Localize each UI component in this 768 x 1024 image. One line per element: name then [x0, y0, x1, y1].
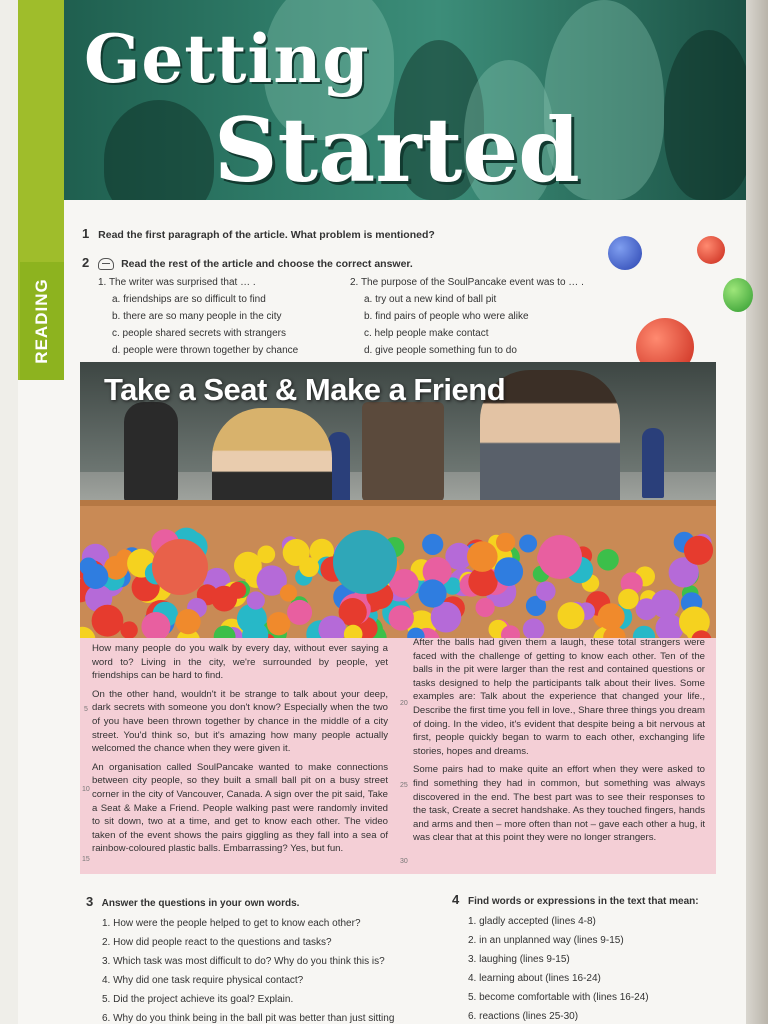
section-label-text: READING	[32, 278, 51, 364]
audio-icon[interactable]	[98, 258, 114, 270]
red-ball-decoration	[697, 236, 725, 264]
page-edge	[746, 0, 768, 1024]
article-left-column	[92, 642, 388, 861]
pit-ball	[618, 589, 639, 610]
question-3	[86, 894, 426, 1024]
title-line-1: Getting	[84, 20, 370, 98]
question-number: 2	[82, 255, 90, 270]
pit-ball	[287, 600, 312, 625]
mc-option: a. try out a new kind of ball pit	[364, 294, 497, 305]
pit-ball	[597, 549, 619, 571]
green-ball-decoration	[723, 278, 753, 312]
large-question-ball	[333, 530, 397, 594]
article-paragraph: How many people do you walk by every day, without ever saying a word to? Living in the city, we're surrounded by people, yet friendships can be hard to find.	[92, 643, 388, 682]
mc-option: a. friendships are so difficult to find	[112, 294, 266, 305]
article-paragraph: Some pairs had to make quite an effort when they were asked to find something they had in common, but something was always discovered in the end. The best part was to see their responses to the task, Create a secret handshake. As they touched fingers, hands and arms and then – more often than not – gave each other a hug, it was clear that at this point they were no longer strangers.	[413, 764, 705, 844]
article-title: Take a Seat & Make a Friend	[104, 372, 506, 407]
pit-ball	[257, 546, 275, 564]
mc-item-1	[98, 274, 298, 359]
mc-option: c. people shared secrets with strangers	[112, 328, 286, 339]
question-text: Find words or expressions in the text that mean:	[468, 896, 699, 907]
pit-ball	[636, 598, 658, 620]
mc-item-2	[350, 274, 584, 359]
page-margin	[0, 0, 18, 1024]
pit-ball	[519, 535, 537, 553]
pit-ball	[418, 579, 446, 607]
line-number: 30	[400, 858, 408, 865]
pit-ball	[389, 605, 414, 630]
pit-ball	[558, 602, 585, 629]
question-text: Answer the questions in your own words.	[101, 898, 300, 909]
question-item: 4. learning about (lines 16-24)	[468, 973, 601, 984]
line-number: 10	[82, 786, 90, 793]
pit-ball	[176, 609, 201, 634]
question-heading	[86, 894, 426, 909]
pit-ball	[92, 605, 124, 637]
question-item: 1. gladly accepted (lines 4-8)	[468, 916, 596, 927]
article-paragraph: After the balls had given them a laugh, these total strangers were faced with the challenge of getting to know each other. Ten of the balls in the pit were larger than the rest and contained questions or tasks designed to help the participants talk about their lives. Some examples are: Talk about the experience that changed your life., Describe the first time you fell in love., Share three things you dream of doing. In the video, it's evident that despite being a bit nervous at first, people quickly began to warm to each other, exchanging life stories, hopes and dreams.	[413, 637, 705, 757]
blue-ball-decoration	[608, 236, 642, 270]
pit-ball	[684, 536, 713, 565]
article-paragraph: An organisation called SoulPancake wanted to make connections between city people, so they built a small ball pit on a busy street corner in the city of Vancouver, Canada. A sign over the pit said, Take a Seat & Make a Friend. People walking past were randomly invited to sit down, two at a time, and get to know each other. The video taken of the event shows the pairs giggling as they fall into a sea of rainbow-coloured plastic balls. Embarrassing? Yes, but fun.	[92, 761, 388, 855]
article-photo	[80, 362, 716, 638]
section-label	[20, 262, 64, 380]
question-heading	[452, 892, 742, 907]
question-number: 4	[452, 892, 460, 907]
question-item: 3. laughing (lines 9-15)	[468, 954, 570, 965]
line-number: 15	[82, 856, 90, 863]
mc-option: d. people were thrown together by chance	[112, 345, 299, 356]
pit-ball	[283, 539, 310, 566]
pit-ball	[422, 534, 443, 555]
large-question-ball	[538, 535, 582, 579]
question-item: 5. become comfortable with (lines 16-24)	[468, 992, 649, 1003]
question-1	[82, 226, 435, 241]
pit-ball	[656, 614, 684, 638]
question-item: 4. Why did one task require physical contact?	[102, 975, 304, 986]
article-right-column	[413, 636, 705, 850]
question-number: 3	[86, 894, 94, 909]
mc-option: b. find pairs of people who were alike	[364, 311, 529, 322]
title-line-2: Started	[214, 98, 580, 202]
question-item: 3. Which task was most difficult to do? Why do you think this is?	[102, 956, 385, 967]
pit-ball	[476, 598, 495, 617]
pit-ball	[267, 612, 290, 635]
question-4	[452, 892, 742, 1024]
question-item: 6. Why do you think being in the ball pit was better than just sitting	[102, 1013, 395, 1024]
question-item: 6. reactions (lines 25-30)	[468, 1011, 579, 1022]
pit-ball	[536, 581, 556, 601]
pit-ball	[83, 564, 108, 589]
mc-option: d. give people something fun to do	[364, 345, 517, 356]
mc-stem: 1. The writer was surprised that … .	[98, 277, 256, 288]
pit-ball	[494, 557, 523, 586]
pit-ball	[280, 584, 297, 601]
line-number: 5	[84, 706, 88, 713]
question-text: Read the first paragraph of the article. What problem is mentioned?	[98, 229, 435, 241]
question-number: 1	[82, 226, 90, 241]
crowd-silhouette	[104, 100, 214, 200]
pit-ball	[467, 541, 498, 572]
question-item: 2. How did people react to the questions and tasks?	[102, 937, 332, 948]
question-item: 1. How were the people helped to get to know each other?	[102, 918, 361, 929]
question-item: 2. in an unplanned way (lines 9-15)	[468, 935, 624, 946]
question-2	[82, 255, 413, 270]
pit-ball	[598, 603, 625, 630]
mc-option: b. there are so many people in the city	[112, 311, 282, 322]
line-number: 20	[400, 700, 408, 707]
article-paragraph: On the other hand, wouldn't it be strange to talk about your deep, dark secrets with someone you don't know? Especially when the two of you have been thrown together by chance in the middle of a city street. You'd think so, but it's amazing how many people actually welcomed the chance when they were given it.	[92, 688, 388, 755]
mc-stem: 2. The purpose of the SoulPancake event was to … .	[350, 277, 584, 288]
pit-ball	[80, 627, 95, 638]
pit-ball	[496, 533, 515, 552]
ball-pit-balls	[80, 362, 716, 638]
question-text: Read the rest of the article and choose the correct answer.	[121, 258, 413, 270]
crowd-silhouette	[664, 30, 746, 200]
question-item: 5. Did the project achieve its goal? Explain.	[102, 994, 294, 1005]
article-body	[80, 638, 716, 874]
pit-ball	[229, 582, 246, 599]
line-number: 25	[400, 782, 408, 789]
large-question-ball	[152, 539, 208, 595]
mc-option: c. help people make contact	[364, 328, 489, 339]
pit-ball	[247, 591, 265, 609]
